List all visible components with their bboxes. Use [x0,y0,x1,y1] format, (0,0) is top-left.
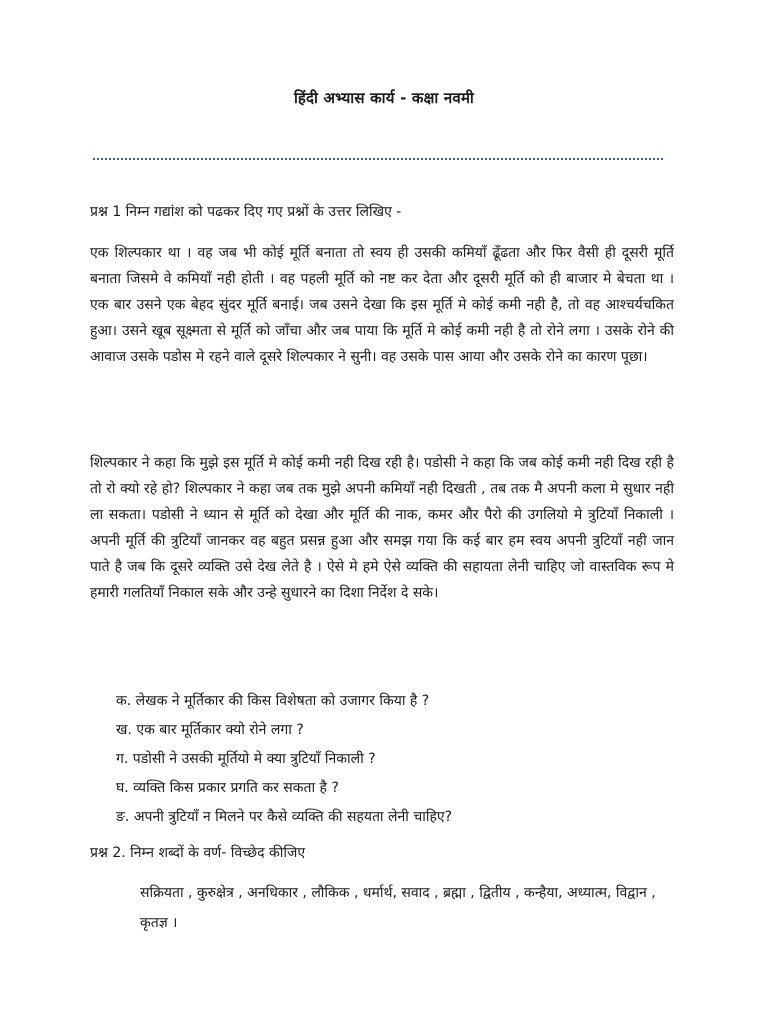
sub-question: ङ. अपनी त्रुटियाँ न मिलने पर कैसे व्यक्ति की सहयता लेनी चाहिए? [116,809,453,825]
dotted-divider [93,158,663,160]
question-1-heading: प्रश्न 1 निम्न गद्यांश को पढकर दिए गए प्रश्नों के उत्तर लिखिए - [90,204,402,220]
word-list: सक्रियता , कुरुक्षेत्र , अनधिकार , लौकिक , धर्मार्थ, सवाद , ब्रह्मा , द्वितीय , कन्हैया, अध्यात्म, विद्वान , कृतज्ञ । [140,885,656,931]
sub-question: क. लेखक ने मूर्तिकार की किस विशेषता को उजागर किया है ? [116,693,430,709]
question-2-heading: प्रश्न 2. निम्न शब्दों के वर्ण- विच्छेद कीजिए [90,845,306,861]
page-title: हिंदी अभ्यास कार्य - कक्षा नवमी [293,89,475,107]
sub-question: ग. पडोसी ने उसकी मूर्तियो मे क्या त्रुटियाँ निकाली ? [116,751,376,767]
sub-question-list [116,687,676,832]
sub-question: ख. एक बार मूर्तिकार क्यो रोने लगा ? [116,722,304,738]
sub-question: घ. व्यक्ति किस प्रकार प्रगति कर सकता है ? [116,780,339,796]
passage-paragraph-2: शिल्पकार ने कहा कि मुझे इस मूर्ति मे कोई कमी नही दिख रही है। पडोसी ने कहा कि जब कोई कमी नही दिख रही है तो रो क्यो रहे हो? शिल्पकार ने कहा जब तक मुझे अपनी कमियाँ नही दिखती , तब तक मै अपनी कला मे सुधार नही ला सकता। पडोसी ने ध्यान से मूर्ति को देखा और मूर्ति की नाक, कमर और पैरो की उगलियो मे त्रुटियाँ निकाली । अपनी मूर्ति की त्रुटियाँ जानकर वह बहुत प्रसन्न हुआ और समझ गया कि कई बार हम स्वय अपनी त्रुटियाँ नही जान पाते है जब कि दूसरे व्यक्ति उसे देख लेते है । ऐसे मे हमे ऐसे व्यक्ति की सहायता लेनी चाहिए जो वास्तविक रूप मे हमारी गलतियाँ निकाल सके और उन्हे सुधारने का दिशा निर्देश दे सके। [90,455,674,601]
passage-paragraph-1: एक शिल्पकार था । वह जब भी कोई मूर्ति बनाता तो स्वय ही उसकी कमियाँ ढूँढता और फिर वैसी ही दूसरी मूर्ति बनाता जिसमे वे कमियाँ नही होती । वह पहली मूर्ति को नष्ट कर देता और दूसरी मूर्ति को ही बाजार मे बेचता था । एक बार उसने एक बेहद सुंदर मूर्ति बनाई। जब उसने देखा कि इस मूर्ति मे कोई कमी नही है, तो वह आश्चर्यचकित हुआ। उसने खूब सूक्ष्मता से मूर्ति को जाँचा और जब पाया कि मूर्ति मे कोई कमी नही है तो रोने लगा । उसके रोने की आवाज उसके पडोस मे रहने वाले दूसरे शिल्पकार ने सुनी। वह उसके पास आया और उसके रोने का कारण पूछा। [90,245,674,365]
